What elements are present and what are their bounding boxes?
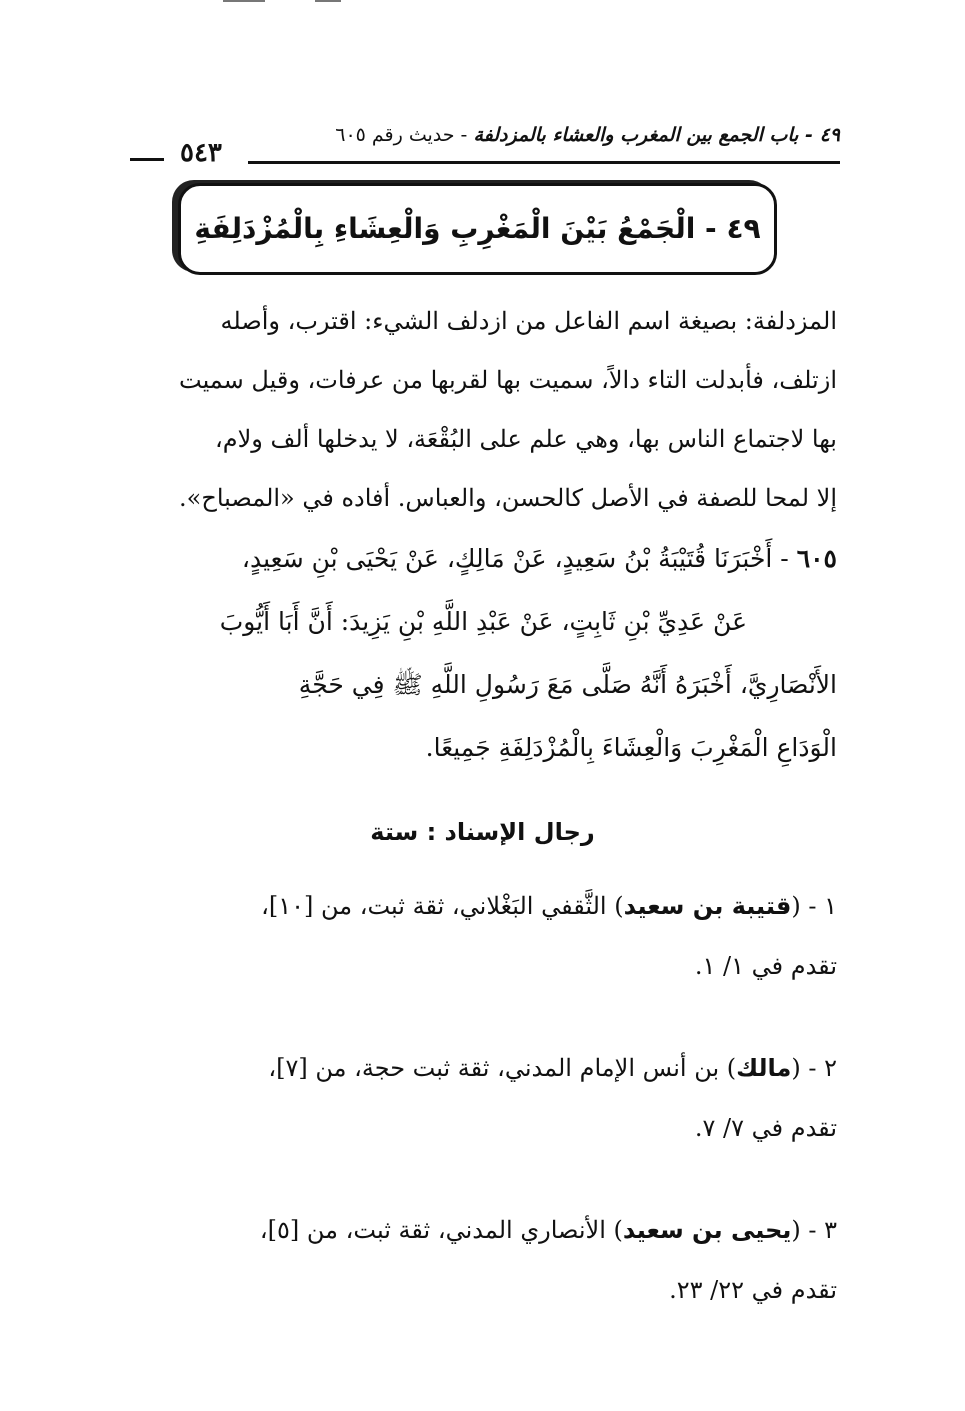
narrator-line [132, 1200, 837, 1260]
header-rule [248, 161, 840, 164]
running-head-hadith-ref: - حديث رقم ٦٠٥ [335, 124, 468, 146]
page-number-dash [130, 158, 164, 161]
hadith-text [132, 527, 837, 779]
running-head [335, 124, 840, 146]
hadith-line: الْوَدَاعِ الْمَغْرِبَ وَالْعِشَاءَ بِالْمُزْدَلِفَةِ جَمِيعًا. [425, 733, 837, 762]
narrator-entry [132, 1200, 837, 1320]
top-edge-mark [315, 0, 341, 2]
narrator-entry [132, 876, 837, 996]
section-heading: رجال الإسناد : ستة [370, 818, 595, 846]
narrator-reference: تقدم في ٢٢/ ٢٣. [669, 1276, 837, 1304]
intro-line: المزدلفة: بصيغة اسم الفاعل من ازدلف الشيء: اقترب، وأصله [220, 307, 837, 335]
narrator-index: ١ - ( [791, 892, 837, 920]
intro-line: بها لاجتماع الناس بها، وهي علم على البُقْعَة، لا يدخلها ألف ولام، [214, 425, 837, 453]
intro-line: إلا لمحا للصفة في الأصل كالحسن، والعباس. أفاده في «المصباح». [179, 484, 837, 512]
hadith-line-text: - أَخْبَرَنَا قُتَيْبَةُ بْنُ سَعِيدٍ، عَنْ مَالِكٍ، عَنْ يَحْيَى بْنِ سَعِيدٍ، [241, 544, 789, 573]
narrator-entry [132, 1038, 837, 1158]
hadith-line: عَنْ عَدِيِّ بْنِ ثَابِتٍ، عَنْ عَبْدِ اللَّهِ بْنِ يَزِيدَ: أَنَّ أَبَا أَيُّوبَ [219, 607, 747, 636]
narrator-details: ) الأنصاري المدني، ثقة ثبت، من [٥]، [259, 1216, 623, 1244]
narrator-name: مالك [736, 1054, 792, 1082]
intro-paragraph [132, 292, 837, 528]
narrator-name: قتيبة بن سعيد [623, 892, 792, 920]
narrator-reference: تقدم في ١/ ١. [694, 952, 837, 980]
narrator-name: يحيى بن سعيد [622, 1216, 792, 1244]
top-edge-mark [223, 0, 265, 2]
page-header [130, 122, 840, 168]
hadith-line: الأَنْصَارِيَّ، أَخْبَرَهُ أَنَّهُ صَلَّى مَعَ رَسُولِ اللَّهِ ﷺ فِي حَجَّةِ [298, 670, 837, 699]
hadith-line [132, 527, 837, 590]
narrator-details: ) بن أنس الإمام المدني، ثقة ثبت حجة، من [٧]، [268, 1054, 737, 1082]
narrator-list [132, 876, 837, 1362]
intro-line: ازتلف، فأبدلت التاء دالاً، سميت بها لقربها من عرفات، وقيل سميت [179, 366, 837, 394]
narrator-line [132, 1038, 837, 1098]
chapter-title: ٤٩ - الْجَمْعُ بَيْنَ الْمَغْرِبِ وَالْعِشَاءِ بِالْمُزْدَلِفَةِ [178, 183, 777, 275]
running-head-title: ٤٩ - باب الجمع بين المغرب والعشاء بالمزدلفة [473, 124, 840, 146]
narrator-details: ) الثَّقفي البَغْلاني، ثقة ثبت، من [١٠]، [261, 892, 624, 920]
hadith-number: ٦٠٥ [796, 544, 837, 573]
page-number: ٥٤٣ [180, 138, 222, 168]
narrator-line [132, 876, 837, 936]
narrator-reference: تقدم في ٧/ ٧. [694, 1114, 837, 1142]
narrator-index: ٢ - ( [791, 1054, 837, 1082]
narrator-index: ٣ - ( [791, 1216, 837, 1244]
